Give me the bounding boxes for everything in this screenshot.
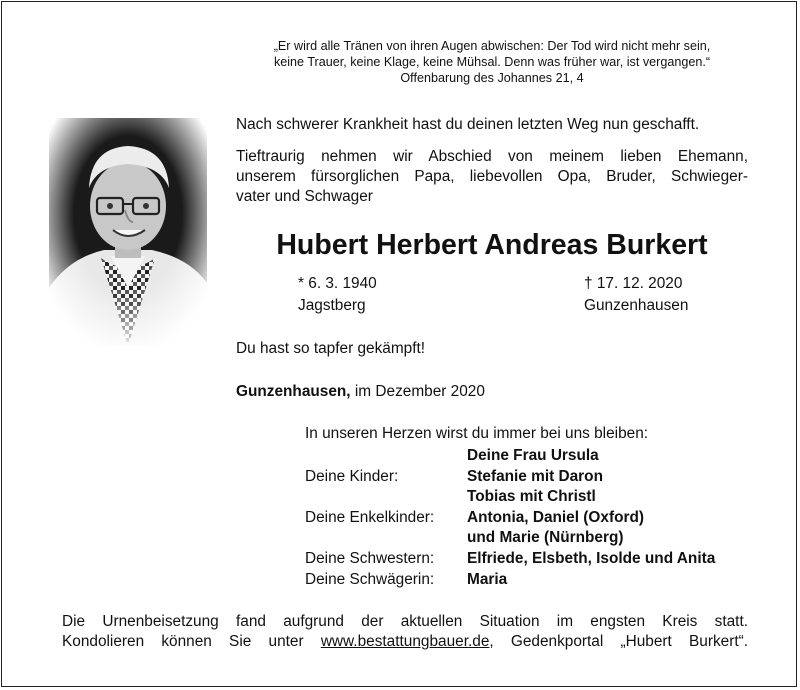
survivor-names: Elfriede, Elsbeth, Isolde und Anita: [467, 549, 716, 567]
month-year: im Dezember 2020: [354, 383, 485, 400]
portrait-photo: [49, 118, 207, 346]
intro-paragraph: [236, 147, 748, 207]
place-name: Gunzenhausen,: [236, 383, 351, 400]
death-info: [584, 273, 688, 317]
death-date: † 17. 12. 2020: [584, 275, 683, 292]
survivor-row: [305, 446, 715, 467]
fought-sentence: Du hast so tapfer gekämpft!: [236, 340, 426, 357]
survivor-relation: [305, 528, 467, 549]
survivor-relation: Deine Enkelkinder:: [305, 508, 435, 526]
survivor-relation: [305, 487, 467, 508]
survivor-names: und Marie (Nürnberg): [467, 529, 624, 547]
intro-line-1: Tieftraurig nehmen wir Abschied von meinem lieben Ehemann,: [236, 148, 748, 165]
survivor-relation: [305, 446, 467, 467]
survivor-names: Tobias mit Christl: [467, 488, 596, 506]
survivor-names: Stefanie mit Daron: [467, 467, 603, 485]
survivor-names: Maria: [467, 570, 508, 588]
intro-line-3: vater und Schwager: [236, 188, 373, 205]
verse-line-1: „Er wird alle Tränen von ihren Augen abwischen: Der Tod wird nicht mehr sein,: [273, 39, 711, 53]
footer-line-2: [62, 632, 748, 652]
survivor-row: [305, 487, 715, 508]
verse-line-2: keine Trauer, keine Klage, keine Mühsal. Denn was früher war, ist vergangen.“: [273, 55, 711, 69]
lead-sentence: Nach schwerer Krankheit hast du deinen letzten Weg nun geschafft.: [236, 116, 700, 133]
birth-place: Jagstberg: [298, 297, 366, 314]
portrait-image: [49, 118, 207, 346]
survivor-row: [305, 549, 715, 570]
survivor-row: [305, 467, 715, 488]
footer-line-1: Die Urnenbeisetzung fand aufgrund der aktuellen Situation im engsten Kreis statt.: [62, 613, 748, 630]
survivor-names: Deine Frau Ursula: [467, 447, 599, 464]
footer-portal-text: , Gedenkportal „Hubert Burkert“.: [489, 633, 749, 650]
survivor-row: [305, 508, 715, 529]
verse-source: Offenbarung des Johannes 21, 4: [400, 71, 584, 85]
survivor-relation: Deine Schwägerin:: [305, 570, 435, 588]
survivors-list: [305, 446, 715, 590]
bible-verse: [232, 38, 752, 86]
survivor-relation: Deine Kinder:: [305, 467, 399, 485]
birth-date: * 6. 3. 1940: [298, 275, 377, 292]
death-place: Gunzenhausen: [584, 297, 689, 314]
place-date-line: [236, 382, 748, 402]
footer-notice: [62, 612, 748, 652]
birth-info: [298, 273, 377, 317]
condolence-website-link[interactable]: www.bestattungbauer.de: [320, 633, 490, 650]
survivor-row: [305, 570, 715, 591]
survivor-names: Antonia, Daniel (Oxford): [467, 508, 644, 526]
survivor-row: [305, 528, 715, 549]
deceased-name: Hubert Herbert Andreas Burkert: [276, 229, 708, 261]
survivor-relation: Deine Schwestern:: [305, 549, 435, 567]
footer-condolence-text: Kondolieren können Sie unter: [62, 633, 304, 650]
heart-line: In unseren Herzen wirst du immer bei uns bleiben:: [305, 425, 649, 442]
intro-line-2: unserem fürsorglichen Papa, liebevollen Opa, Bruder, Schwieger-: [236, 168, 748, 185]
